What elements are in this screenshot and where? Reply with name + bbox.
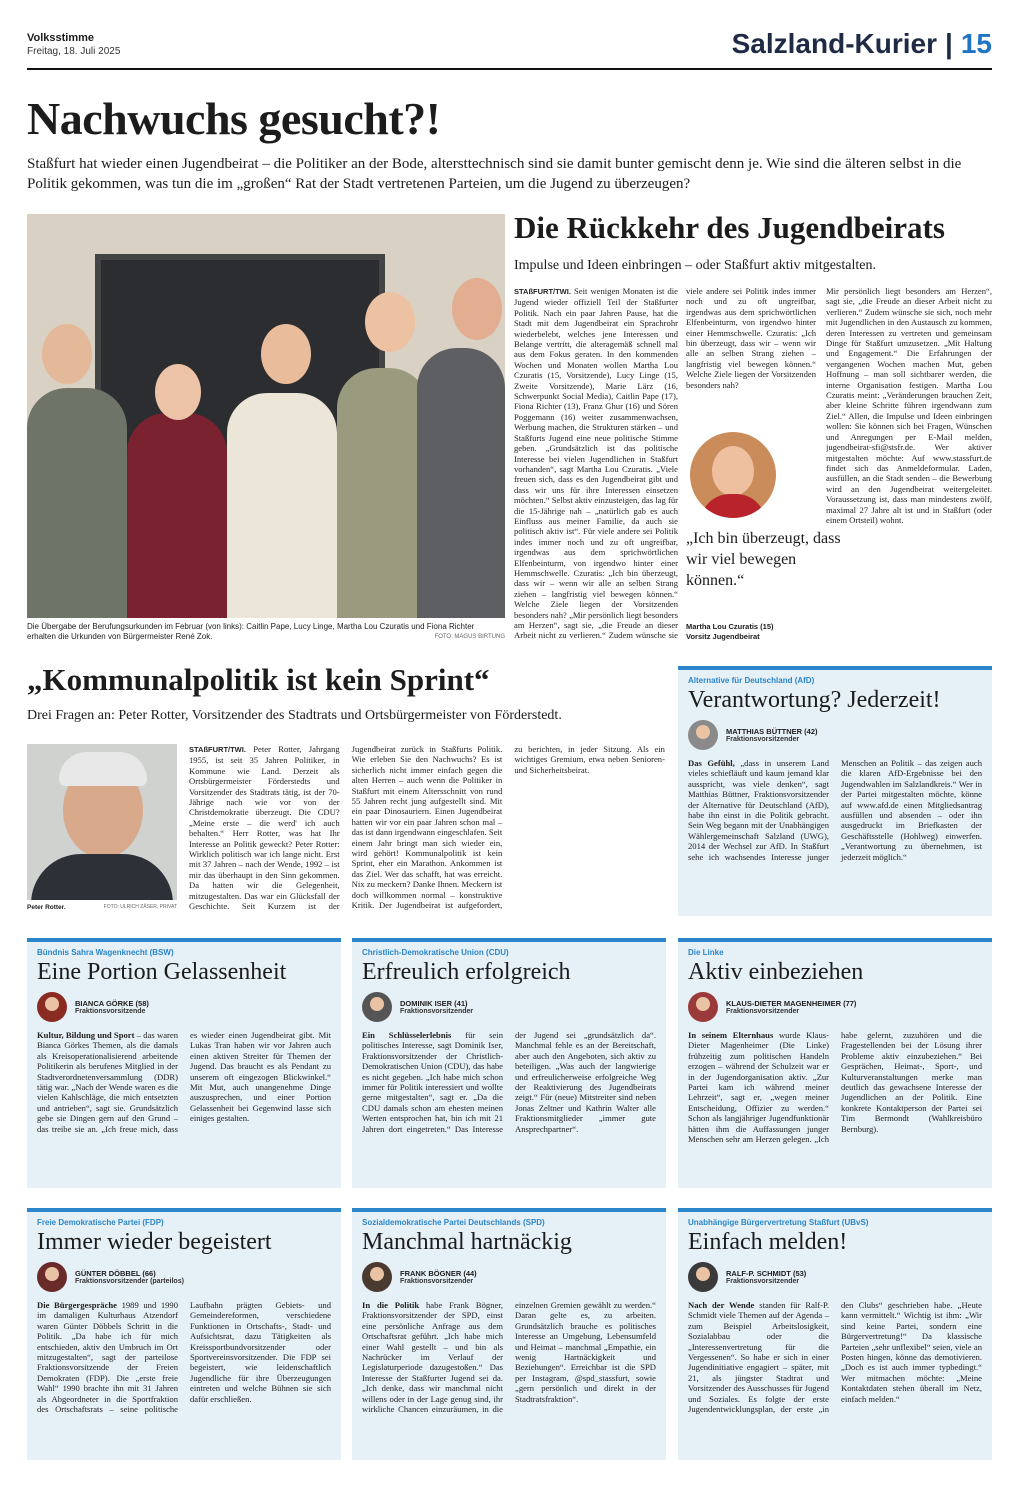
- photo-head-3: [261, 324, 311, 384]
- rotter-photo-suit: [31, 854, 173, 900]
- section-separator: |: [945, 28, 953, 59]
- party-box-body: für sein politisches Interesse, sagt Dominik Iser, Fraktionsvorsitzender der Christlich-Demokratischen Union (CDU), das habe es nicht gegeben. „Ich habe mich schon immer für Politik interessiert und wollte gerne mitgestalten“, sagt er. „Da die CDU damals schon am ehesten meinen Werten entsprochen hat, bin ich mit 21 Jahren dort eingetreten.“ Das Interesse der Jugend sei „grundsätzlich da“. Manchmal fehle es an der Bereitschaft, aber auch den Angeboten, sich aktiv zu beteiligen. „Was auch der langwierige und erfreulicherweise erfolgreiche Weg der Reaktivierung des Jugendbeirats zeigt.“ Für (neue) Mitstreiter sind neben Jonas Zeltner und Kathrin Walter alle Fraktionsmitglieder „immer gute Ansprechpartner“.: [362, 1030, 656, 1134]
- rotter-caption-text: Peter Rotter.: [27, 904, 66, 911]
- party-box-title: Immer wieder begeistert: [37, 1229, 272, 1255]
- party-box-lead: Kultur, Bildung und Sport: [37, 1030, 135, 1040]
- party-box-spd: [352, 1208, 666, 1460]
- party-box-text: [37, 1300, 331, 1440]
- main-lead: Staßfurt hat wieder einen Jugendbeirat – die Politiker an der Bode, altersttechnisch sind sie damit bunter gemischt denn je. Wie sind die älteren selbst in die Politik gekommen, was tun die im „großen“ Rat der Stadt vertretenen Parteien, um die Jugend zu überzeugen?: [27, 156, 962, 192]
- person-role: Fraktionsvorsitzender: [400, 1008, 474, 1015]
- photo-head-2: [155, 364, 201, 420]
- person-role: Fraktionsvorsitzender (parteilos): [75, 1278, 184, 1285]
- person-name: DOMINIK ISER (41): [400, 999, 468, 1008]
- party-box-lead: In seinem Elternhaus: [688, 1030, 774, 1040]
- party-box-rule: [27, 938, 341, 942]
- article2-body: [189, 744, 665, 912]
- article2-text: Peter Rotter, Jahrgang 1955, ist seit 35 Jahren Politiker, in Kommune wie Land. Derzeit als Ortsbürgermeister Förderstedts und Vorsitzender des Stadtrats tätig, ist der 70-Jährige nach wie vor von der Christdemokratie überzeugt. Die CDU? „Meine erste – die werd' ich auch behalten.“ Herr Rotter, was hat Ihr Interesse an Politik geweckt? Peter Rotter: Wirklich politisch war ich lange nicht. Erst mit 37 Jahren – nach der Wende, 1992 – ist mir das überhaupt in den Sinn gekommen. Da hatten wir die Gelegenheit, mitzugestalten. Das war ein Glücksfall der Geschichte. Seit Kurzem ist der Jugendbeirat zurück in Staßfurts Politik. Wie erleben Sie den Nachwuchs? Es ist sicherlich nicht immer einfach gegen die alten Herren – auch wenn die Politiker in Staßfurt mit einem Altersschnitt von rund 55 Jahren recht jung aufgestellt sind. Mit ein paar Dinosauriern. Einen Jugendbeirat hatten wir vor ein paar Jahren schon mal – das ist dann irgendwann eingeschlafen. Seit einem Jahr bringt man sich wieder ein, wird gehört! Kommunalpolitik ist kein Sprint, eher ein Marathon. Ankommen ist das Ziel. Wer das schafft, hat was erreicht. Nix zu meckern? Danke Ihnen. Meckern ist doch willkommen normal – konstruktive Kritik. Der Jugendbeirat ist aufgefordert, zu berichten, in jeder Sitzung. Als ein wichtiges Gremium, etwa neben Senioren- und Sicherheitsbeirat.: [189, 744, 665, 912]
- party-box-rule: [678, 666, 992, 670]
- paper-name: Volksstimme: [27, 32, 95, 44]
- page-number: 15: [960, 28, 992, 59]
- party-name: Sozialdemokratische Partei Deutschlands (SPD): [362, 1218, 545, 1227]
- article2-dateline: STAßFURT/TWI.: [189, 745, 246, 754]
- photo-head-5: [452, 278, 502, 340]
- photo-person-5: [417, 348, 505, 618]
- party-person: [362, 1262, 656, 1292]
- party-box-body: 1989 und 1990 im damaligen Kulturhaus Atzendorf waren Günter Döbbels Schritt in die Politik. „Da habe ich für mich entschieden, aktiv den Umbruch im Ort mitzugestalten“, sagt der parteilose Fraktionsvorsitzende der Freien Demokraten (FDP). Die „erste freie Wahl“ 1990 brachte ihn mit 31 Jahren als Abgeordneter in die Sportfraktion des Ortschaftsrats – seine politische Laufbahn prägten Gebiets- und Gemeindereformen, verschiedene Funktionen in Ortschafts-, Stadt- und Aufsichtsrat, dazu Tätigkeiten als Kreissportbundvorsitzender oder Sportvereinsvorsitzender. Die FDP sei begeistert, wie leidenschaftlich Jugendliche für ihre Überzeugungen eintreten und welche Bühnen sie sich dafür erschließen.: [37, 1300, 331, 1415]
- photo-head-1: [42, 324, 92, 384]
- group-photo: [27, 214, 505, 618]
- party-box-linke: [678, 938, 992, 1188]
- masthead-right: [732, 28, 992, 60]
- party-box-body: – das waren Bianca Görkes Themen, als die damals als Kreisoperationalisierend arbeitende Politikerin als berufenes Mitglied in der Stadtverordnetenversammlung (DDR) tätig war. „Nach der Wende waren es die vielen Kahlschläge, die mich entsetzten und antrieben“, sagt sie. Grundsätzlich gebe sie Dingen gern auf den Grund – das treibe sie an. „Ich freue mich, dass es wieder einen Jugendbeirat gibt. Mit Lukas Tran haben wir vor Jahren auch einen aktiven Streiter für Themen der Jugend. Das braucht es als Pendant zu unserem oft eingezogen Blickwinkel.“ Mit Mut, auch unangenehme Dinge auszusprechen, und einer Portion Gelassenheit bei Gegenwind lasse sich einiges gestalten.: [37, 1030, 331, 1134]
- avatar: [688, 1262, 718, 1292]
- avatar: [37, 992, 67, 1022]
- party-box-ubvs: [678, 1208, 992, 1460]
- person-role: Fraktionsvorsitzender: [726, 1278, 800, 1285]
- main-headline: Nachwuchs gesucht?!: [27, 93, 441, 144]
- photo-credit: FOTO: MAGUS BIRTUNG: [434, 634, 505, 640]
- pull-quote-name: Martha Lou Czuratis (15): [686, 622, 774, 631]
- issue-date: Freitag, 18. Juli 2025: [27, 46, 121, 57]
- party-box-title: Verantwortung? Jederzeit!: [688, 687, 941, 713]
- party-box-lead: Die Bürgergespräche: [37, 1300, 117, 1310]
- article1-subtitle: Impulse und Ideen einbringen – oder Staßfurt aktiv mitgestalten.: [514, 258, 876, 273]
- party-person: [688, 1262, 982, 1292]
- party-box-rule: [27, 1208, 341, 1212]
- party-name: Unabhängige Bürgervertretung Staßfurt (UBvS): [688, 1218, 869, 1227]
- person-role: Fraktionsvorsitzender: [400, 1278, 474, 1285]
- party-box-body: „dass in unserem Land vieles schiefläuft und kaum jemand klar ausspricht, was viele denken“, sagt Matthias Büttner, Fraktionsvorsitzender der Alternative für Deutschland (AfD), habe ihn einst in die Politik gebracht. Sein Weg begann mit der Unabhängigen Wählergemeinschaft Salzland (UWG), 2014 der Wechsel zur AfD. In Staßfurt sehe ich wachsendes Interesse junger Menschen an Politik – das zeigen auch die klaren AfD-Ergebnisse bei den Jugendwahlen im Salzlandkreis.“ Wer in der Partei mitgestalten möchte, könne auf www.afd.de einen Mitgliedsantrag ausfüllen und absenden – oder ihn ausgedruckt im Briefkasten der Geschäftsstelle (Hohlweg) einwerfen. „Verantwortung zu übernehmen, ist jederzeit möglich.“: [688, 758, 982, 862]
- party-box-lead: In die Politik: [362, 1300, 420, 1310]
- party-box-cdu: [352, 938, 666, 1188]
- party-box-body: wurde Klaus-Dieter Magenheimer (Die Linke) frühzeitig zum politischen Handeln erzogen – während der Schulzeit war er in der Jugendorganisation aktiv. „Zur Partei kam ich während meiner Lehrzeit“, sagt er, „wegen meiner Entscheidung, Offizier zu werden.“ Schon als langjähriger Jugendfunktionär hätten ihm die Auffassungen junger Menschen sehr am Herzen gelegen. „Ich habe gelernt, zuzuhören und die Fragestellenden bei der Lösung ihrer Probleme aktiv einzubeziehen.“ Bei Gesprächen, Heimat-, Sport-, und Kulturveranstaltungen merke man deutlich das gewachsene Interesse der Jugendlichen an der Politik. Eine konkrete Kontaktperson der Partei sei Tim Bermondt (Wahlkreisbüro Bernburg).: [688, 1030, 982, 1145]
- avatar: [688, 992, 718, 1022]
- party-box-rule: [352, 1208, 666, 1212]
- party-person: [688, 992, 982, 1022]
- party-box-title: Eine Portion Gelassenheit: [37, 959, 287, 985]
- person-name: RALF-P. SCHMIDT (53): [726, 1269, 807, 1278]
- avatar: [362, 992, 392, 1022]
- party-person: [688, 720, 982, 750]
- party-box-text: [362, 1030, 656, 1170]
- party-person: [362, 992, 656, 1022]
- person-name: GÜNTER DÖBBEL (66): [75, 1269, 156, 1278]
- person-name: MATTHIAS BÜTTNER (42): [726, 727, 818, 736]
- rotter-caption-credit: FOTO: ULRICH ZÄSER, PRIVAT: [103, 904, 177, 910]
- article1-col2: viele andere sei Politik indes immer noch und zu oft ungreifbar, irgendwas aus dem sprichwörtlichen Elfenbeinturm, von irgendwo hinter einer Hemmschwelle. Czuratis: „Ich bin überzeugt, dass wir – wenn wir alle an selben Strang ziehen – langfristig viel bewegen können.“ Welche Ziele liegen der Vorsitzenden besonders nah?: [686, 286, 816, 390]
- party-box-text: [362, 1300, 656, 1440]
- party-box-text: [37, 1030, 331, 1170]
- section-name: Salzland-Kurier: [731, 28, 937, 59]
- quote-portrait-face: [712, 446, 754, 496]
- party-box-text: [688, 758, 982, 898]
- party-box-title: Erfreulich erfolgreich: [362, 959, 571, 985]
- pull-quote-role: Vorsitz Jugendbeirat: [686, 632, 760, 641]
- article1-col1: [514, 286, 678, 642]
- party-box-body: standen für Ralf-P. Schmidt viele Themen auf der Agenda – zum Beispiel Arbeitslosigkeit, Sozialabbau oder die „Interessenvertretung für die Vergessenen“. So habe er sich in einer Jugendinitiative engagiert – später, mit 21, als jüngster Stadtrat und Vorsitzender des Ausschusses für Jugend und Soziales. Es folgte der erste Jugendentwicklungsplan, der erste „in den Clubs“ geschrieben habe. „Heute kann vermittelt.“ Wichtig ist ihm: „Wir sind keine Partei, sondern eine Bürgervertretung!“ Da klassische Parteien „sehr unflexibel“ seien, viele an Posten hingen, könne das demotivieren. „Doch es ist auch immer typbedingt.“ Wer mitmachen möchte: „Meine Kontaktdaten stehen überall im Netz, einfach melden.“: [688, 1300, 982, 1415]
- person-name: KLAUS-DIETER MAGENHEIMER (77): [726, 999, 857, 1008]
- party-name: Bündnis Sahra Wagenknecht (BSW): [37, 948, 174, 957]
- party-name: Alternative für Deutschland (AfD): [688, 676, 815, 685]
- party-box-bsw: [27, 938, 341, 1188]
- party-box-rule: [678, 1208, 992, 1212]
- party-box-rule: [678, 938, 992, 942]
- photo-caption: [27, 622, 505, 642]
- article1-title: Die Rückkehr des Jugendbeirats: [514, 210, 945, 245]
- party-box-title: Einfach melden!: [688, 1229, 848, 1255]
- masthead-rule: [27, 68, 992, 70]
- party-box-afd: [678, 666, 992, 916]
- person-name: FRANK BÖGNER (44): [400, 1269, 477, 1278]
- party-name: Christlich-Demokratische Union (CDU): [362, 948, 509, 957]
- photo-person-2: [127, 413, 227, 618]
- party-name: Die Linke: [688, 948, 724, 957]
- party-box-lead: Nach der Wende: [688, 1300, 755, 1310]
- party-name: Freie Demokratische Partei (FDP): [37, 1218, 164, 1227]
- photo-head-4: [365, 292, 415, 352]
- avatar: [362, 1262, 392, 1292]
- rotter-caption: [27, 904, 177, 911]
- party-person: [37, 1262, 331, 1292]
- person-role: Fraktionsvorsitzende: [75, 1008, 146, 1015]
- party-person: [37, 992, 331, 1022]
- photo-person-1: [27, 388, 127, 618]
- party-box-body: habe Frank Bögner, Fraktionsvorsitzender der SPD, einst eine persönliche Anfrage aus dem Ortschaftsrat geführt. „Ich habe mich einer Wahl gestellt – und bin als Nachrücker im Verlauf der Legislaturperiode dazugestoßen.“ Das Interesse der Staßfurter Jugend sei da. „Ich denke, dass wir manchmal nicht willens oder in der Lage genug sind, ihr wirkliche Chancen einzuräumen, in die einzelnen Gremien gewählt zu werden.“ Daran gelte es, zu arbeiten. Grundsätzlich brauche es politisches Interesse an Umgebung, Lebensumfeld und Heimat – manchmal „Empathie, ein wenig Hartnäckigkeit und Beziehungen“. Erreichbar ist die SPD per Instagram, @spd_stassfurt, sowie „gern persönlich und direkt in der Stadtratsfraktion“.: [362, 1300, 656, 1415]
- party-box-rule: [352, 938, 666, 942]
- photo-caption-text: Die Übergabe der Berufungsurkunden im Februar (von links): Caitlin Pape, Lucy Linge, Martha Lou Czuratis und Fiona Richter erhalten die Urkunden von Bürgermeister René Zok.: [27, 622, 475, 641]
- article1-dateline: STAßFURT/TWI.: [514, 287, 571, 296]
- article1-text: Seit wenigen Monaten ist die Jugend wieder offiziell Teil der Staßfurter Politik. Nach ein paar Jahren Pause, hat die Stadt mit dem Jugendbeirat ein Sprachrohr wiederbelebt, welches jene Interessen und Belange vertritt, die alteragemäß schnell mal aus dem Fokus geraten. In den kommenden Wochen und Monaten wollen Martha Lou Czuratis (15, Vorsitzende), Lucy Linge (15, Zweite Vorsitzende), Marie Lärz (16, Schwerpunkt Social Media), Caitlin Pape (17), Fiona Richter (13), Franz Ghur (16) und Sören Poggemann (16) weiter zusammenwachsen, Werbung machen, die Strukturen stärken – und Staßfurts Jugend eine neue politische Stimme geben. „Grundsätzlich ist das politische Interesse bei vielen Jugendlichen in Staßfurt vorhanden“, sagt Martha Lou Czuratis. „Viele freuen sich, dass es den Jugendbeirat gibt und dass wir uns für ihre Interessen einsetzen möchten.“ Selbst aktiv einzusteigen, das lag für die 15-Jährige nah – „natürlich gab es auch Einfluss aus meiner Familie, da auch sie politisch aktiv ist“. Für viele andere sei Politik indes immer noch und zu oft ungreifbar, irgendwas aus dem sprichwörtlichen Elfenbeinturm, von irgendwo hinter einer Hemmschwelle. Czuratis: „Ich bin überzeugt, dass wir – wenn wir alle an selben Strang ziehen – langfristig viel bewegen können.“ Welche Ziele liegen der Vorsitzenden besonders nah? „Mir persönlich liegt besonders am Herzen“, sagt sie, „die Freude an dieser Arbeit nicht zu verlieren.“ Zudem wünsche sie: [514, 286, 678, 641]
- party-box-title: Aktiv einbeziehen: [688, 959, 864, 985]
- party-box-text: [688, 1300, 982, 1440]
- photo-person-3: [227, 393, 337, 618]
- avatar: [37, 1262, 67, 1292]
- party-box-lead: Ein Schlüsselerlebnis: [362, 1030, 452, 1040]
- masthead-left: [27, 32, 120, 57]
- person-name: BIANCA GÖRKE (58): [75, 999, 149, 1008]
- party-box-lead: Das Gefühl,: [688, 758, 735, 768]
- pull-quote-attribution: [686, 622, 774, 642]
- party-box-text: [688, 1030, 982, 1170]
- rotter-photo-hair: [59, 752, 147, 786]
- article1-col3: Mir persönlich liegt besonders am Herzen“, sagt sie, „die Freude an dieser Arbeit nicht zu verlieren.“ Zudem wünsche sie sich, noch mehr mit Jugendlichen in den Austausch zu kommen, deren Interessen zu vertreten und gemeinsam Dinge für Staßfurt umzusetzen. „Mit Haltung und Engagement.“ Die Erfahrungen der vergangenen Wochen machen Mut, geben Hoffnung – man soll sichtbarer werden, die interne Organisation festigen. Martha Lou Czuratis meint: „Veränderungen brauchen Zeit, aber kleine Schritte führen irgendwann zum Ziel.“ Allen, die Impulse und Ideen einbringen wollen: Sie können sich bei Fragen, Wünschen und Anregungen per E-Mail melden, jugendbeirat-sfi@stsfr.de. Wer aktiver mitgestalten möchte: Auf www.stassfurt.de findet sich das Anmeldeformular. Laden, ausfüllen, an die Stadt senden – die Bewerbung wird an den Jugendbeirat weitergeleitet. Voraussetzung ist, dass man mindestens zwölf, maximal 27 Jahre alt ist und in Staßfurt (oder einem Ortsteil) wohnt.: [826, 286, 992, 525]
- quote-portrait-shirt: [700, 494, 766, 518]
- party-box-title: Manchmal hartnäckig: [362, 1229, 572, 1255]
- photo-person-4: [337, 368, 429, 618]
- rotter-photo: [27, 744, 177, 900]
- party-box-fdp: [27, 1208, 341, 1460]
- pull-quote: „Ich bin überzeugt, dass wir viel bewegen können.“: [686, 530, 841, 589]
- person-role: Fraktionsvorsitzender: [726, 1008, 800, 1015]
- avatar: [688, 720, 718, 750]
- article2-subtitle: Drei Fragen an: Peter Rotter, Vorsitzender des Stadtrats und Ortsbürgermeister von Förderstedt.: [27, 708, 562, 723]
- person-role: Fraktionsvorsitzender: [726, 736, 800, 743]
- article2-title: „Kommunalpolitik ist kein Sprint“: [27, 662, 490, 697]
- quote-portrait: [690, 432, 776, 518]
